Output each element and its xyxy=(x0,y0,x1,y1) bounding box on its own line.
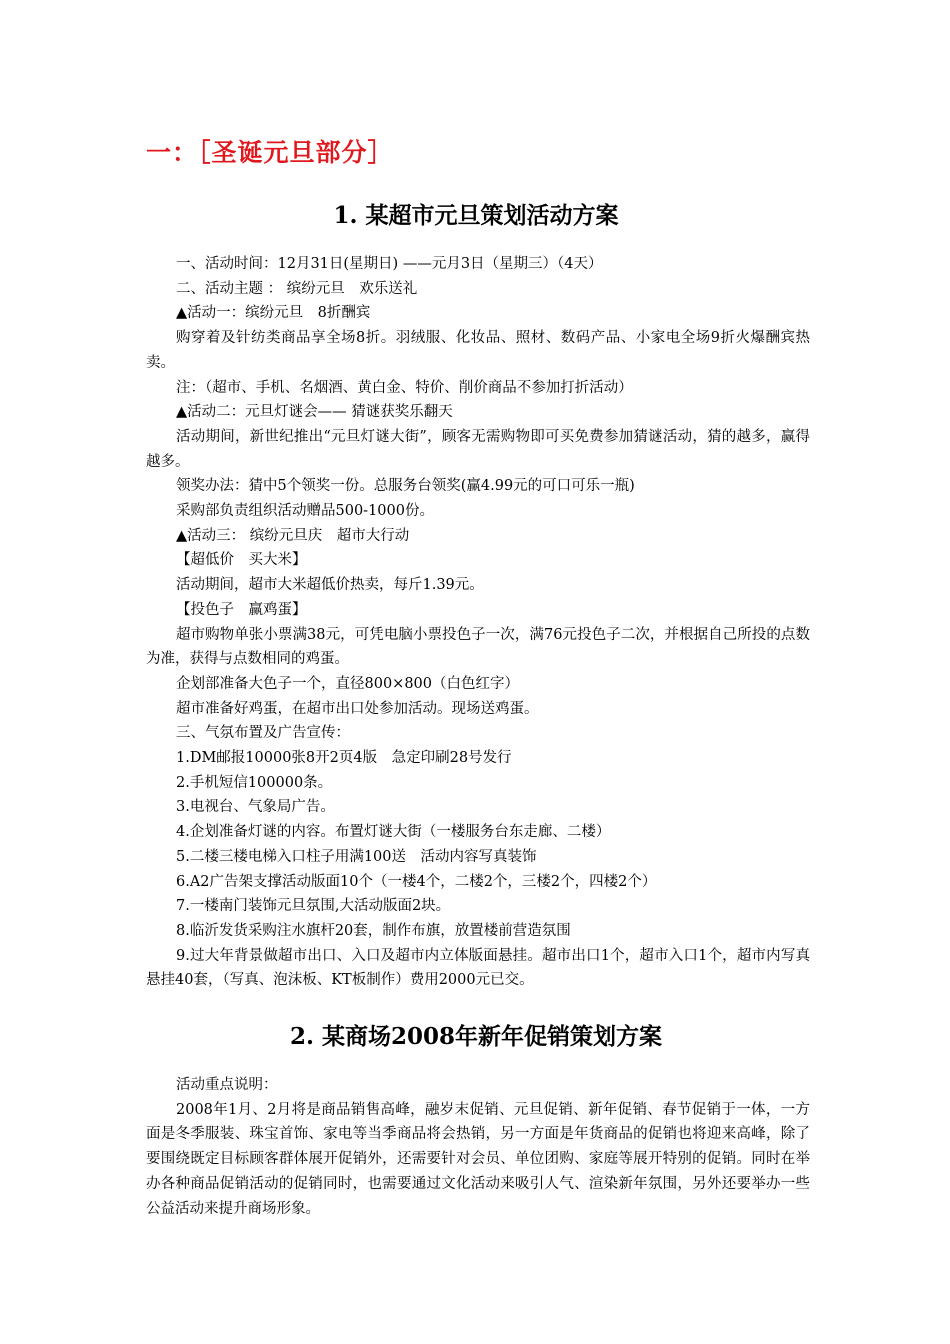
paragraph-prize-method: 领奖办法：猜中5个领奖一份。总服务台领奖(赢4.99元的可口可乐一瓶) xyxy=(176,478,635,495)
paragraph-activity-three: ▲活动三： 缤纷元旦庆 超市大行动 xyxy=(176,527,410,544)
section2-body xyxy=(146,1073,810,1221)
list-item-6: 6.A2广告架支撑活动版面10个（一楼4个，二楼2个，三楼2个，四楼2个） xyxy=(176,873,657,890)
paragraph-gift-prep: 采购部负责组织活动赠品500-1000份。 xyxy=(176,503,434,520)
list-item-5: 5.二楼三楼电梯入口柱子用满100送 活动内容写真装饰 xyxy=(176,848,537,865)
paragraph-key-points-detail: 2008年1月、2月将是商品销售高峰，融岁末促销、元旦促销、新年促销、春节促销于一体，一方面是冬季服装、珠宝首饰、家电等当季商品将会热销，另一方面是年货商品的促销也将迎来高峰，除了要围绕既定目标顾客群体展开促销外，还需要针对会员、单位团购、家庭等展开特别的促销。同时在举办各种商品促销活动的促销同时，也需要通过文化活动来吸引人气、渲染新年氛围，另外还要举办一些公益活动来提升商场形象。 xyxy=(146,1101,810,1217)
paragraph-activity-one: ▲活动一：缤纷元旦 8折酬宾 xyxy=(176,305,371,322)
paragraph-activity-time: 一、活动时间：12月31日(星期日) ——元月3日（星期三）（4天） xyxy=(176,256,603,272)
list-item-7: 7.一楼南门装饰元旦氛围,大活动版面2块。 xyxy=(176,898,451,915)
section1-title: 1. 某超市元旦策划活动方案 xyxy=(333,202,619,229)
paragraph-dice-detail: 超市购物单张小票满38元，可凭电脑小票投色子一次，满76元投色子二次，并根据自己所投的点数为准，获得与点数相同的鸡蛋。 xyxy=(146,626,810,668)
list-item-3: 3.电视台、气象局广告。 xyxy=(176,799,335,816)
paragraph-dice-heading: 【投色子 赢鸡蛋】 xyxy=(176,601,307,618)
paragraph-note: 注：（超市、手机、名烟酒、黄白金、特价、削价商品不参加打折活动） xyxy=(176,379,633,396)
paragraph-key-points-heading: 活动重点说明： xyxy=(176,1077,278,1093)
list-item-9: 9.过大年背景做超市出口、入口及超市内立体版面悬挂。超市出口1个，超市入口1个，超市内写真悬挂40套，（写真、泡沫板、KT板制作）费用2000元已交。 xyxy=(146,947,810,989)
paragraph-dice-prep: 企划部准备大色子一个，直径800×800（白色红字） xyxy=(176,675,519,692)
paragraph-riddle-detail: 活动期间，新世纪推出“元旦灯谜大街”，顾客无需购物即可买免费参加猜谜活动，猜的越多，赢得越多。 xyxy=(146,428,810,470)
paragraph-discount-detail: 购穿着及针纺类商品享全场8折。羽绒服、化妆品、照材、数码产品、小家电全场9折火爆酬宾热卖。 xyxy=(146,330,810,371)
section2-title: 2. 某商场2008年新年促销策划方案 xyxy=(289,1023,663,1050)
paragraph-rice-detail: 活动期间，超市大米超低价热卖，每斤1.39元。 xyxy=(176,577,484,594)
part-title: 一：［圣诞元旦部分］ xyxy=(146,138,394,167)
section1-body xyxy=(146,252,810,993)
paragraph-activity-theme: 二、活动主题 ： 缤纷元旦 欢乐送礼 xyxy=(176,280,418,297)
paragraph-rice-heading: 【超低价 买大米】 xyxy=(176,552,307,569)
list-item-1: 1.DM邮报10000张8开2页4版 急定印刷28号发行 xyxy=(176,750,512,767)
paragraph-atmosphere-heading: 三、气氛布置及广告宣传： xyxy=(176,725,350,742)
paragraph-activity-two: ▲活动二：元旦灯谜会—— 猜谜获奖乐翻天 xyxy=(176,404,453,421)
paragraph-egg-prep: 超市准备好鸡蛋，在超市出口处参加活动。现场送鸡蛋。 xyxy=(176,700,539,717)
list-item-2: 2.手机短信100000条。 xyxy=(176,774,333,791)
list-item-8: 8.临沂发货采购注水旗杆20套，制作布旗，放置楼前营造氛围 xyxy=(176,922,571,939)
list-item-4: 4.企划准备灯谜的内容。布置灯谜大街（一楼服务台东走廊、二楼） xyxy=(176,824,611,841)
